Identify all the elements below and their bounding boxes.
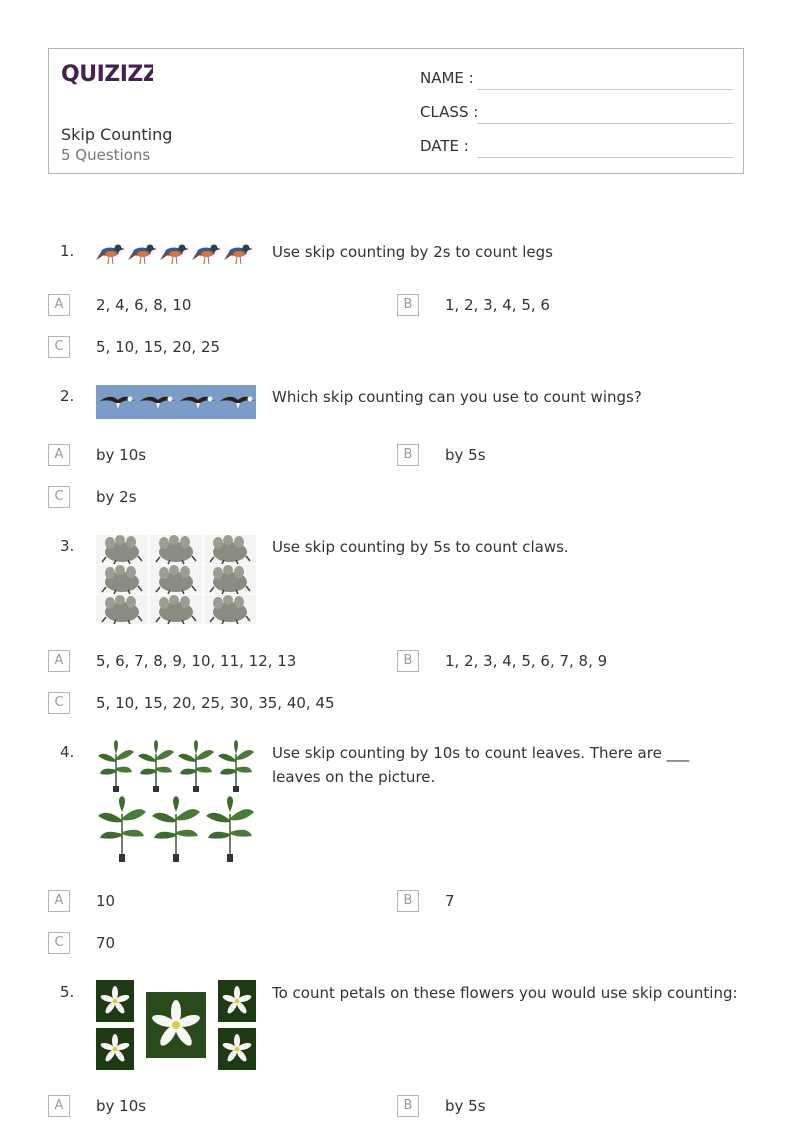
question-1-number: 1. [60,242,75,260]
question-3-number: 3. [60,537,75,555]
name-label: NAME : [420,69,474,87]
question-4-number: 4. [60,743,75,761]
question-1-text: Use skip counting by 2s to count legs [272,243,553,261]
question-count: 5 Questions [61,146,151,164]
question-5-number: 5. [60,983,75,1001]
question-4-text: Use skip counting by 10s to count leaves. There are ___ leaves on the picture. [272,744,690,786]
question-2-text: Which skip counting can you use to count wings? [272,388,642,406]
question-5-text: To count petals on these flowers you would use skip counting: [272,984,738,1002]
five-flowers-image [96,980,256,1074]
date-label: DATE : [420,137,469,155]
q3-option-b-box[interactable]: B [397,650,419,672]
five-birds-image [96,238,256,272]
q4-option-b-text: 7 [445,892,455,910]
q4-option-a-box[interactable]: A [48,890,70,912]
q4-option-c-text: 70 [96,934,116,952]
q2-option-b-text: by 5s [445,446,486,464]
q5-option-a-text: by 10s [96,1097,147,1115]
logo-text: QUIZIZZ [61,62,153,87]
q2-option-a-text: by 10s [96,446,147,464]
q4-option-a-text: 10 [96,892,116,910]
worksheet-title: Skip Counting [61,125,173,144]
q2-option-c-text: by 2s [96,488,137,506]
q3-option-c-box[interactable]: C [48,692,70,714]
date-line[interactable] [477,157,733,158]
q1-option-a-box[interactable]: A [48,294,70,316]
quizizz-logo [61,59,153,91]
q1-option-b-box[interactable]: B [397,294,419,316]
q3-option-a-text: 5, 6, 7, 8, 9, 10, 11, 12, 13 [96,652,297,670]
q2-option-c-box[interactable]: C [48,486,70,508]
q5-option-b-box[interactable]: B [397,1095,419,1117]
seven-plants-image [96,740,256,870]
q2-option-b-box[interactable]: B [397,444,419,466]
q3-option-c-text: 5, 10, 15, 20, 25, 30, 35, 40, 45 [96,694,335,712]
q1-option-c-box[interactable]: C [48,336,70,358]
question-2-number: 2. [60,387,75,405]
q1-option-b-text: 1, 2, 3, 4, 5, 6 [445,296,550,314]
q4-option-b-box[interactable]: B [397,890,419,912]
q5-option-b-text: by 5s [445,1097,486,1115]
four-eagles-image [96,385,256,423]
q2-option-a-box[interactable]: A [48,444,70,466]
q3-option-a-box[interactable]: A [48,650,70,672]
question-3-text: Use skip counting by 5s to count claws. [272,538,569,556]
class-line[interactable] [477,123,733,124]
name-line[interactable] [477,89,733,90]
worksheet-header [48,48,744,174]
q1-option-a-text: 2, 4, 6, 8, 10 [96,296,192,314]
nine-paws-image [96,535,256,629]
q4-option-c-box[interactable]: C [48,932,70,954]
q3-option-b-text: 1, 2, 3, 4, 5, 6, 7, 8, 9 [445,652,608,670]
class-label: CLASS : [420,103,479,121]
q5-option-a-box[interactable]: A [48,1095,70,1117]
q1-option-c-text: 5, 10, 15, 20, 25 [96,338,221,356]
